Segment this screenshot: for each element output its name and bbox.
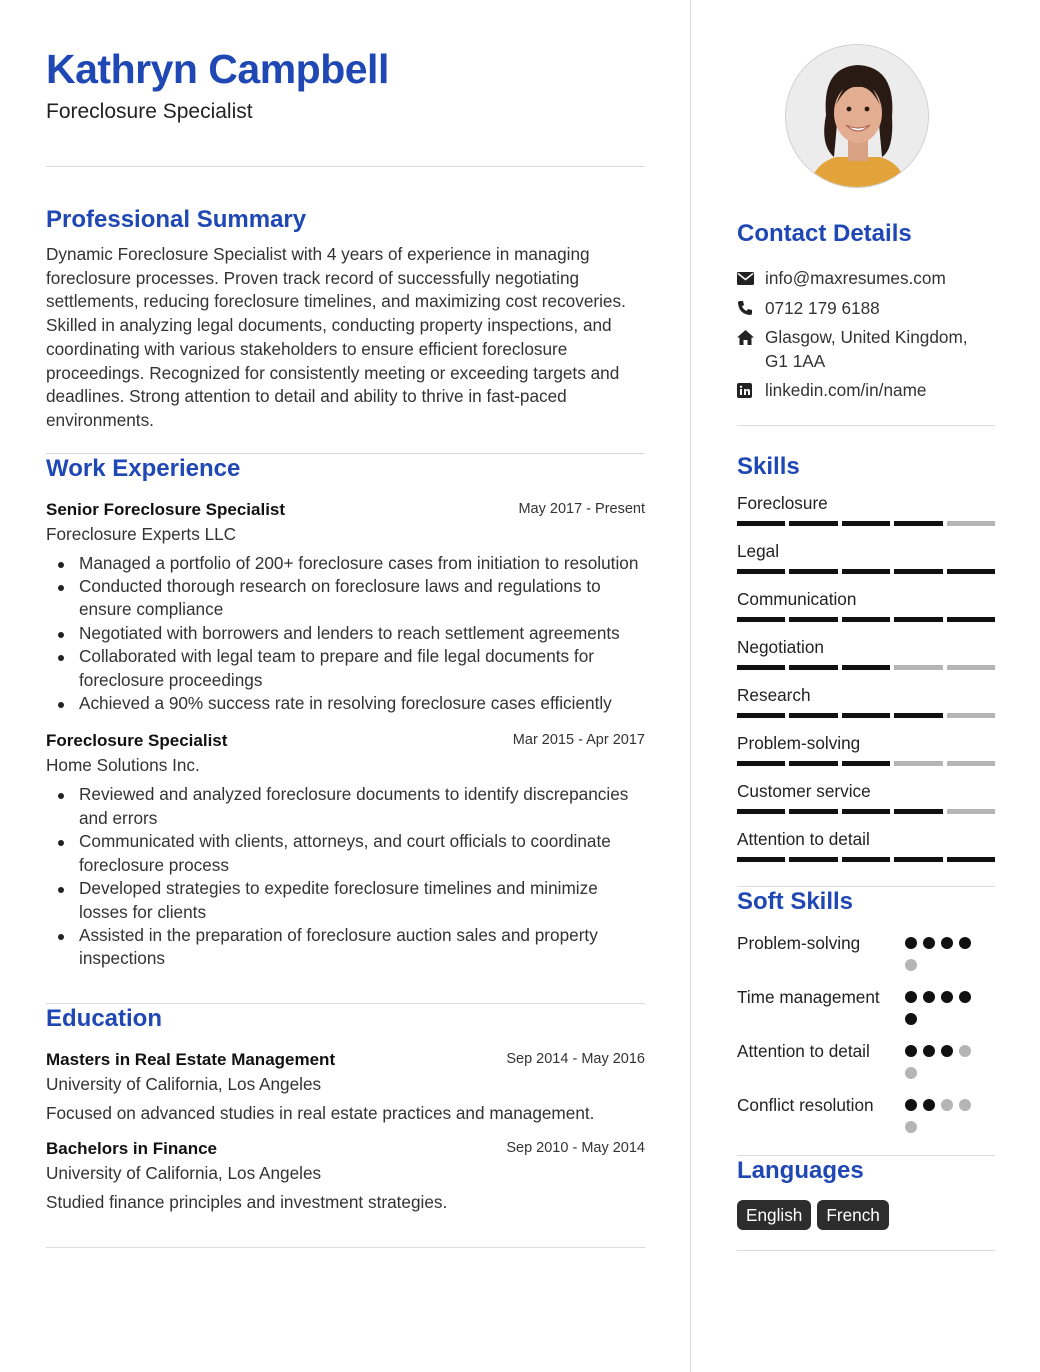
- rating-dot: [905, 1067, 917, 1079]
- soft-skill-item: [737, 1039, 995, 1087]
- job-date: May 2017 - Present: [518, 500, 645, 517]
- linkedin-icon: [737, 379, 765, 403]
- job-company: Foreclosure Experts LLC: [46, 523, 237, 544]
- skill-level-bar: [737, 665, 995, 670]
- job-date: Mar 2015 - Apr 2017: [512, 732, 645, 749]
- skill-level-segment: [894, 809, 942, 814]
- skill-level-segment: [842, 665, 890, 670]
- soft-skills-heading: Soft Skills: [737, 887, 854, 915]
- linkedin-text[interactable]: linkedin.com/in/name: [765, 380, 927, 400]
- skill-level-segment: [947, 761, 995, 766]
- soft-skill-item: [737, 1093, 995, 1141]
- skill-level-segment: [789, 665, 837, 670]
- skill-level-segment: [737, 713, 785, 718]
- skill-item: [737, 780, 995, 814]
- education-desc: Studied finance principles and investment strategies.: [46, 1192, 448, 1213]
- skill-item: [737, 828, 995, 862]
- skill-level-segment: [737, 665, 785, 670]
- experience-heading: Work Experience: [46, 454, 241, 482]
- skill-level-segment: [894, 665, 942, 670]
- skill-level-segment: [737, 857, 785, 862]
- job-bullets: [46, 552, 645, 716]
- skill-name: Communication: [737, 588, 857, 609]
- skill-item: [737, 492, 995, 526]
- skill-level-segment: [842, 761, 890, 766]
- rating-dot: [905, 959, 917, 971]
- skill-level-segment: [947, 569, 995, 574]
- bullet-item: Conducted thorough research on foreclosure laws and regulations to ensure compliance: [46, 575, 645, 622]
- bullet-item: Assisted in the preparation of foreclosure auction sales and property inspections: [46, 924, 645, 971]
- skills-heading: Skills: [737, 452, 800, 480]
- rating-dot: [941, 991, 953, 1003]
- skill-level-bar: [737, 521, 995, 526]
- skill-level-segment: [737, 809, 785, 814]
- rating-dot: [959, 1045, 971, 1057]
- phone-text[interactable]: 0712 179 6188: [765, 297, 880, 318]
- skill-level-segment: [947, 617, 995, 622]
- envelope-icon: [737, 267, 765, 291]
- soft-skill-name: Problem-solving: [737, 932, 861, 953]
- skill-level-bar: [737, 713, 995, 718]
- summary-heading: Professional Summary: [46, 206, 307, 233]
- skill-level-segment: [894, 713, 942, 718]
- bullet-item: Reviewed and analyzed foreclosure documents to identify discrepancies and errors: [46, 783, 645, 830]
- contact-linkedin: [737, 379, 995, 403]
- school: University of California, Los Angeles: [46, 1163, 322, 1184]
- skill-level-segment: [894, 521, 942, 526]
- contact-phone: [737, 297, 995, 321]
- job-company: Home Solutions Inc.: [46, 755, 200, 776]
- skill-level-segment: [894, 857, 942, 862]
- skill-level-bar: [737, 857, 995, 862]
- rating-dot: [905, 991, 917, 1003]
- skill-name: Research: [737, 684, 811, 705]
- rating-dot: [959, 937, 971, 949]
- bullet-item: Communicated with clients, attorneys, and court officials to coordinate foreclosure process: [46, 830, 645, 877]
- skill-level-segment: [894, 761, 942, 766]
- skill-item: [737, 588, 995, 622]
- bullet-item: Managed a portfolio of 200+ foreclosure cases from initiation to resolution: [46, 552, 645, 575]
- education-desc: Focused on advanced studies in real estate practices and management.: [46, 1102, 595, 1123]
- home-icon: [737, 326, 765, 350]
- skill-level-segment: [789, 617, 837, 622]
- skill-level-bar: [737, 569, 995, 574]
- phone-icon: [737, 297, 765, 321]
- rating-dot: [941, 1045, 953, 1057]
- soft-skill-name: Time management: [737, 986, 880, 1007]
- soft-skill-rating: [905, 991, 977, 1025]
- rating-dot: [905, 1013, 917, 1025]
- skill-item: [737, 684, 995, 718]
- degree: Masters in Real Estate Management: [46, 1049, 336, 1069]
- rating-dot: [905, 937, 917, 949]
- rating-dot: [941, 937, 953, 949]
- skill-item: [737, 732, 995, 766]
- soft-skill-name: Conflict resolution: [737, 1094, 874, 1115]
- skill-item: [737, 636, 995, 670]
- skill-name: Customer service: [737, 780, 871, 801]
- skill-item: [737, 540, 995, 574]
- soft-skill-rating: [905, 937, 977, 971]
- rating-dot: [923, 937, 935, 949]
- divider: [46, 1247, 645, 1248]
- profile-photo: [785, 44, 929, 188]
- skill-level-segment: [842, 809, 890, 814]
- skill-level-segment: [947, 857, 995, 862]
- skills-list: [737, 492, 995, 862]
- skill-level-segment: [737, 569, 785, 574]
- skill-level-segment: [789, 857, 837, 862]
- education-entry: [46, 1048, 645, 1126]
- skill-name: Foreclosure: [737, 492, 828, 513]
- rating-dot: [941, 1099, 953, 1111]
- bullet-item: Collaborated with legal team to prepare and file legal documents for foreclosure proceedings: [46, 645, 645, 692]
- language-badge: English: [737, 1200, 811, 1230]
- job-bullets: [46, 783, 645, 970]
- contact-email: [737, 267, 995, 291]
- skill-level-segment: [842, 713, 890, 718]
- main-column: [46, 44, 645, 1248]
- soft-skill-rating: [905, 1099, 977, 1133]
- education-date: Sep 2014 - May 2016: [506, 1050, 645, 1067]
- rating-dot: [923, 1045, 935, 1057]
- soft-skill-item: [737, 931, 995, 979]
- contact-heading: Contact Details: [737, 220, 912, 247]
- rating-dot: [923, 1099, 935, 1111]
- degree: Bachelors in Finance: [46, 1139, 217, 1159]
- contact-address: [737, 326, 995, 373]
- skill-level-segment: [842, 521, 890, 526]
- rating-dot: [905, 1045, 917, 1057]
- skill-level-segment: [947, 521, 995, 526]
- job-entry: [46, 729, 645, 970]
- languages-list: [737, 1200, 995, 1230]
- job-entry: [46, 498, 645, 716]
- soft-skill-rating: [905, 1045, 977, 1079]
- candidate-title: Foreclosure Specialist: [46, 100, 253, 123]
- education-entry: [46, 1137, 645, 1215]
- divider: [737, 425, 995, 426]
- skill-level-segment: [789, 761, 837, 766]
- skill-name: Legal: [737, 540, 780, 561]
- education-date: Sep 2010 - May 2014: [506, 1140, 645, 1157]
- rating-dot: [905, 1099, 917, 1111]
- skill-level-segment: [947, 809, 995, 814]
- candidate-name: Kathryn Campbell: [46, 46, 389, 92]
- skill-name: Negotiation: [737, 636, 824, 657]
- email-text[interactable]: info@maxresumes.com: [765, 268, 946, 288]
- job-title: Foreclosure Specialist: [46, 731, 228, 751]
- skill-level-bar: [737, 761, 995, 766]
- sidebar-column: [737, 44, 995, 1251]
- skill-level-segment: [737, 521, 785, 526]
- education-heading: Education: [46, 1004, 163, 1032]
- bullet-item: Developed strategies to expedite foreclosure timelines and minimize losses for clients: [46, 877, 645, 924]
- soft-skill-item: [737, 985, 995, 1033]
- bullet-item: Negotiated with borrowers and lenders to reach settlement agreements: [46, 622, 645, 645]
- skill-name: Problem-solving: [737, 732, 861, 753]
- rating-dot: [959, 1099, 971, 1111]
- skill-level-segment: [842, 569, 890, 574]
- skill-name: Attention to detail: [737, 828, 870, 849]
- soft-skills-list: [737, 931, 995, 1141]
- soft-skill-name: Attention to detail: [737, 1040, 870, 1061]
- skill-level-segment: [789, 521, 837, 526]
- languages-heading: Languages: [737, 1156, 864, 1184]
- skill-level-segment: [894, 569, 942, 574]
- divider: [46, 166, 645, 167]
- skill-level-segment: [789, 713, 837, 718]
- skill-level-bar: [737, 617, 995, 622]
- column-divider: [690, 0, 691, 1372]
- skill-level-segment: [947, 713, 995, 718]
- job-title: Senior Foreclosure Specialist: [46, 499, 286, 519]
- summary-text: Dynamic Foreclosure Specialist with 4 years of experience in managing foreclosure processes. Proven track record of successfully negotiating settlements, reducing foreclosure timelines, and maximizing cost recoveries. Skilled in analyzing legal documents, conducting property inspections, and coordinating with various stakeholders to ensure efficient foreclosure proceedings. Recognized for consistently meeting or exceeding targets and deadlines. Strong attention to detail and ability to thrive in fast-paced environments.: [46, 244, 626, 430]
- address-text: Glasgow, United Kingdom, G1 1AA: [765, 327, 968, 371]
- rating-dot: [959, 991, 971, 1003]
- bullet-item: Achieved a 90% success rate in resolving foreclosure cases efficiently: [46, 692, 645, 715]
- skill-level-segment: [894, 617, 942, 622]
- school: University of California, Los Angeles: [46, 1073, 322, 1094]
- skill-level-segment: [842, 617, 890, 622]
- skill-level-segment: [842, 857, 890, 862]
- skill-level-segment: [737, 617, 785, 622]
- skill-level-bar: [737, 809, 995, 814]
- avatar-illustration: [786, 45, 929, 188]
- rating-dot: [923, 991, 935, 1003]
- skill-level-segment: [789, 569, 837, 574]
- divider: [737, 1250, 995, 1251]
- language-badge: French: [817, 1200, 889, 1230]
- contact-list: [737, 267, 995, 403]
- skill-level-segment: [737, 761, 785, 766]
- skill-level-segment: [947, 665, 995, 670]
- rating-dot: [905, 1121, 917, 1133]
- skill-level-segment: [789, 809, 837, 814]
